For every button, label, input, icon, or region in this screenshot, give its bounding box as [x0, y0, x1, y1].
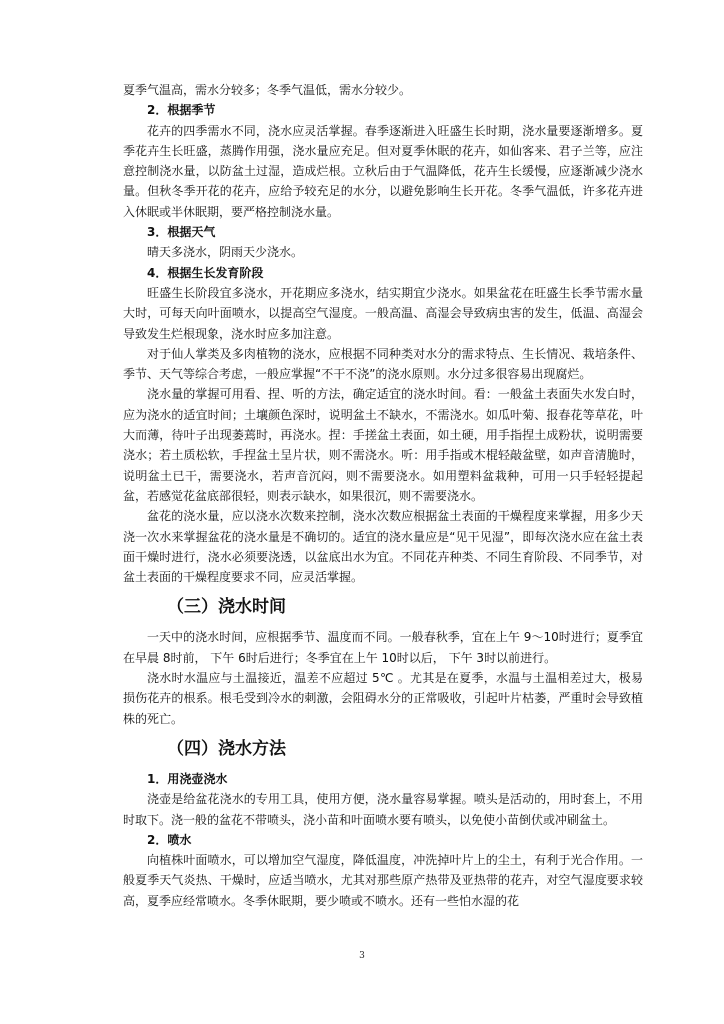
section-heading: 3．根据天气: [147, 225, 216, 240]
paragraph: 一天中的浇水时间，应根据季节、温度而不同。一般春秋季，宜在上午 9～10时进行；夏季宜在早晨 8时前， 下午 6时后进行；冬季宜在上午 10时以后， 下午 3时以前进行。: [123, 630, 643, 665]
paragraph: 夏季气温高，需水分较多；冬季气温低，需水分较少。: [123, 83, 412, 97]
paragraph: 晴天多浇水，阴雨天少浇水。: [147, 245, 304, 260]
paragraph: 花卉的四季需水不同，浇水应灵活掌握。春季逐渐进入旺盛生长时期，浇水量要逐渐增多。夏季花卉生长旺盛，蒸腾作用强，浇水量应充足。但对夏季休眠的花卉，如仙客来、君子兰等，应注意控制浇水量，以防盆土过湿，造成烂根。立秋后由于气温降低，花卉生长缓慢，应逐渐减少浇水量。但秋冬季开花的花卉，应给予较充足的水分，以避免影响生长开花。冬季气温低，许多花卉进入休眠或半休眠期，要严格控制浇水量。: [123, 123, 643, 219]
chapter-heading: （三）浇水时间: [167, 597, 286, 618]
section-heading: 2．喷水: [147, 832, 192, 847]
paragraph: 浇壶是给盆花浇水的专用工具，使用方便，浇水量容易掌握。喷头是活动的，用时套上，不用时取下。浇一般的盆花不带喷头，浇小苗和叶面喷水要有喷头，以免使小苗倒伏或冲刷盆土。: [123, 792, 643, 827]
document-body: [123, 80, 643, 911]
paragraph: 向植株叶面喷水，可以增加空气湿度，降低温度，冲洗掉叶片上的尘土，有利于光合作用。一般夏季天气炎热、干燥时，应适当喷水，尤其对那些原产热带及亚热带的花卉，对空气湿度要求较高，夏季应经常喷水。冬季休眠期，要少喷或不喷水。还有一些怕水湿的花: [123, 853, 643, 908]
chapter-heading: （四）浇水方法: [167, 738, 286, 759]
paragraph: 盆花的浇水量，应以浇水次数来控制，浇水次数应根据盆土表面的干燥程度来掌握，用多少天浇一次水来掌握盆花的浇水量是不确切的。适宜的浇水量应是“见干见湿”，即每次浇水应在盆土表面干燥时进行，浇水必须要浇透，以盆底出水为宜。不同花卉种类、不同生育阶段、不同季节，对盆土表面的干燥程度要求不同，应灵活掌握。: [123, 509, 643, 585]
paragraph: 浇水时水温应与土温接近，温差不应超过 5℃ 。尤其是在夏季，水温与土温相差过大，极易损伤花卉的根系。根毛受到冷水的刺激，会阻碍水分的正常吸收，引起叶片枯萎，严重时会导致植株的死亡。: [123, 671, 643, 726]
page-number: 3: [359, 951, 365, 961]
paragraph: 浇水量的掌握可用看、捏、听的方法，确定适宜的浇水时间。看：一般盆土表面失水发白时，应为浇水的适宜时间；土壤颜色深时，说明盆土不缺水，不需浇水。如瓜叶菊、报春花等草花，叶大而薄，待叶子出现萎蔫时，再浇水。捏：手搓盆土表面，如土硬，用手指捏土成粉状，说明需要浇水；若土质松软，手捏盆土呈片状，则不需浇水。听：用手指或木棍轻敲盆壁，如声音清脆时，说明盆土已干，需要浇水，若声音沉闷，则不需要浇水。如用塑料盆栽种，可用一只手轻轻提起盆，若感觉花盆底部很轻，则表示缺水，如果很沉，则不需要浇水。: [123, 387, 643, 503]
section-heading: 4．根据生长发育阶段: [147, 265, 264, 280]
section-heading: 2．根据季节: [147, 103, 216, 118]
paragraph: 对于仙人掌类及多肉植物的浇水，应根据不同种类对水分的需求特点、生长情况、栽培条件、季节、天气等综合考虑，一般应掌握“不干不浇”的浇水原则。水分过多很容易出现腐烂。: [123, 346, 643, 382]
paragraph: 旺盛生长阶段宜多浇水，开花期应多浇水，结实期宜少浇水。如果盆花在旺盛生长季节需水量大时，可每天向叶面喷水，以提高空气湿度。一般高温、高湿会导致病虫害的发生，低温、高湿会导致发生烂根现象，浇水时应多加注意。: [123, 285, 643, 341]
section-heading: 1．用浇壶浇水: [147, 771, 228, 786]
